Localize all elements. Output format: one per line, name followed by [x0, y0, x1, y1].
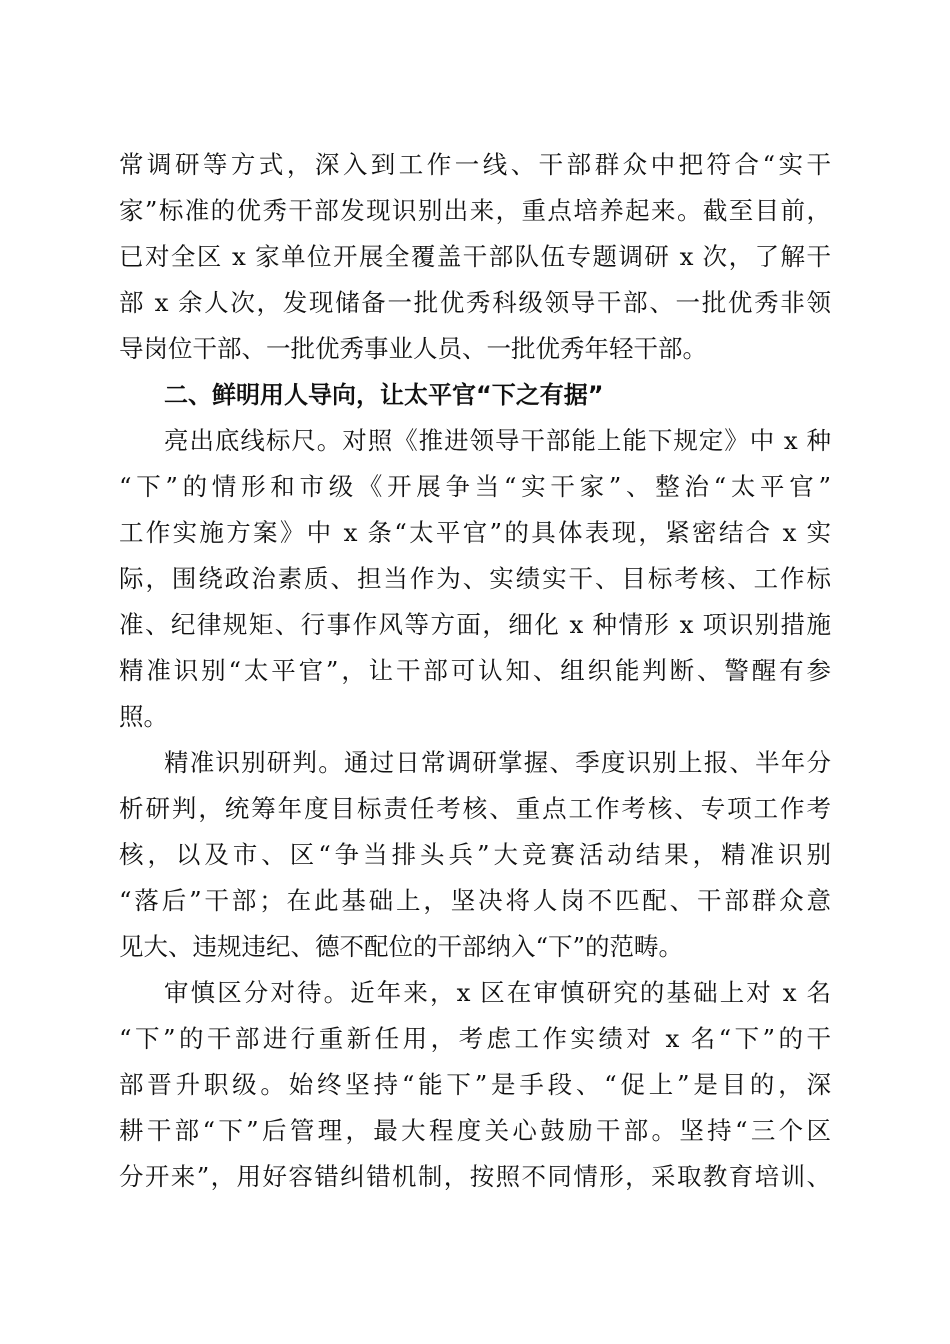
text-line: “下”的情形和市级《开展争当“实干家”、整治“太平官”	[119, 472, 831, 501]
text-line: 常调研等方式，深入到工作一线、干部群众中把符合“实干	[119, 150, 831, 179]
text-line: 核，以及市、区“争当排头兵”大竞赛活动结果，精准识别	[119, 840, 831, 869]
section-heading: 二、鲜明用人导向，让太平官“下之有据”	[164, 381, 604, 409]
paragraph-1	[119, 142, 831, 372]
text-line: 家”标准的优秀干部发现识别出来，重点培养起来。截至目前，	[119, 196, 831, 225]
text-line: 导岗位干部、一批优秀事业人员、一批优秀年轻干部。	[119, 334, 707, 363]
text-line: 析研判，统筹年度目标责任考核、重点工作考核、专项工作考	[119, 794, 831, 823]
text-line: 精准识别“太平官”，让干部可认知、组织能判断、警醒有参	[119, 656, 831, 685]
paragraph-4	[119, 970, 831, 1200]
text-line: 照。	[119, 702, 168, 731]
text-line: 部晋升职级。始终坚持“能下”是手段、“促上”是目的，深	[119, 1070, 831, 1099]
text-line: 准、纪律规矩、行事作风等方面，细化 x 种情形 x 项识别措施	[119, 610, 831, 639]
text-line: 耕干部“下”后管理，最大程度关心鼓励干部。坚持“三个区	[119, 1116, 831, 1145]
text-line: 亮出底线标尺。对照《推进领导干部能上能下规定》中 x 种	[164, 426, 831, 455]
paragraph-2	[119, 418, 831, 740]
text-line: “下”的干部进行重新任用，考虑工作实绩对 x 名“下”的干	[119, 1024, 831, 1053]
text-line: 分开来”，用好容错纠错机制，按照不同情形，采取教育培训、	[119, 1162, 831, 1191]
text-line: 际，围绕政治素质、担当作为、实绩实干、目标考核、工作标	[119, 564, 831, 593]
document-page	[119, 142, 831, 1200]
text-line: 审慎区分对待。近年来，x 区在审慎研究的基础上对 x 名	[164, 978, 831, 1007]
text-line: “落后”干部；在此基础上，坚决将人岗不匹配、干部群众意	[119, 886, 831, 915]
text-line: 已对全区 x 家单位开展全覆盖干部队伍专题调研 x 次，了解干	[119, 242, 831, 271]
paragraph-3	[119, 740, 831, 970]
text-line: 见大、违规违纪、德不配位的干部纳入“下”的范畴。	[119, 932, 684, 961]
text-line: 部 x 余人次，发现储备一批优秀科级领导干部、一批优秀非领	[119, 288, 831, 317]
text-line: 精准识别研判。通过日常调研掌握、季度识别上报、半年分	[164, 748, 831, 777]
text-line: 工作实施方案》中 x 条“太平官”的具体表现，紧密结合 x 实	[119, 518, 831, 547]
